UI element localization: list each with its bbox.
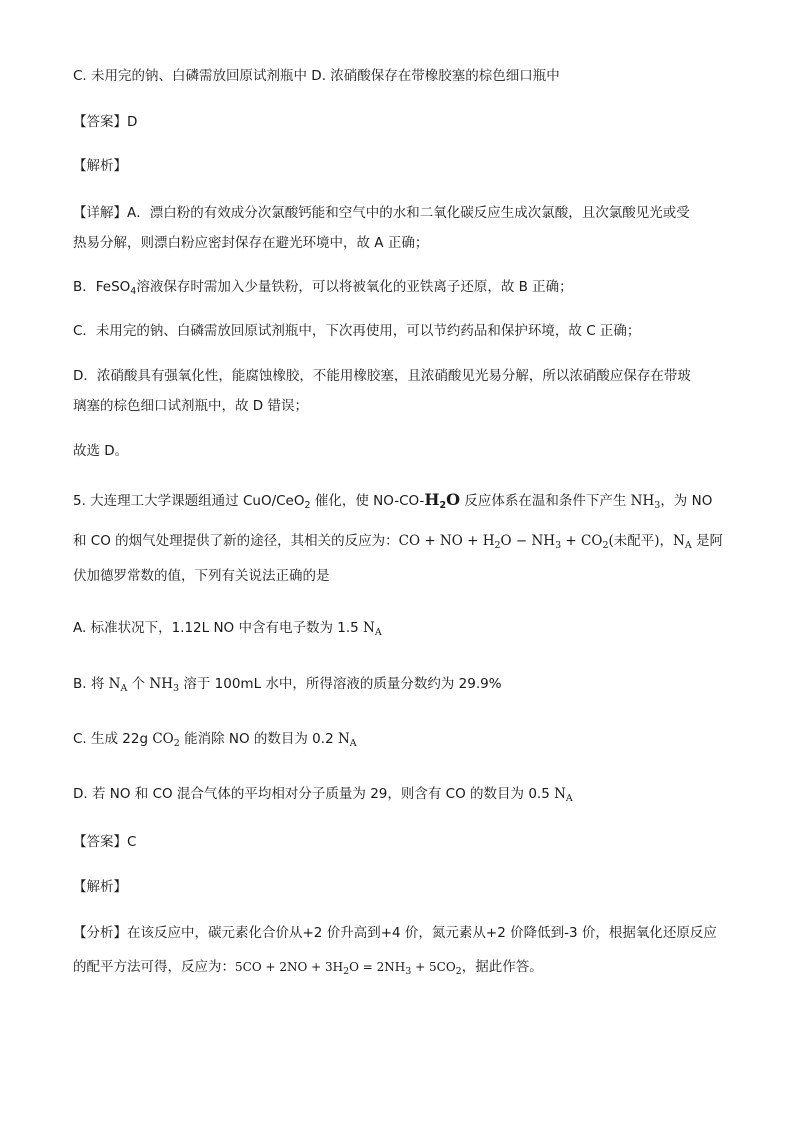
q5-option-b-text: 个: [127, 676, 150, 692]
q5-stem-formula: NH: [630, 493, 655, 509]
q5-option-b-subscript: 3: [173, 683, 180, 694]
q4-detail-b-text-2: 溶液保存时需加入少量铁粉，可以将被氧化的亚铁离子还原，故 B 正确；: [136, 279, 573, 295]
q5-stem-text: 5. 大连理工大学课题组通过 CuO/CeO: [73, 493, 305, 509]
q5-balanced-equation: + 5CO: [411, 960, 456, 974]
q5-stem-subscript: 2: [439, 500, 447, 511]
q5-option-c-symbol: N: [337, 731, 350, 747]
q5-stem-line-2: [73, 531, 723, 551]
q4-detail-line-1: 【详解】A．漂白粉的有效成分次氯酸钙能和空气中的水和二氧化碳反应生成次氯酸，且次氯酸见光或受: [73, 205, 690, 221]
q5-reaction-formula: CO + NO + H: [398, 533, 495, 549]
q4-detail-d-line-1: D．浓硝酸具有强氧化性，能腐蚀橡胶，不能用橡胶塞，且浓硝酸见光易分解，所以浓硝酸应保存在带玻: [73, 368, 691, 384]
q5-option-b-subscript: A: [120, 683, 128, 694]
q5-stem-text: 催化，使 NO-CO-: [310, 493, 425, 509]
q5-stem-text: 和 CO 的烟气处理提供了新的途径，其相关的反应为：: [73, 533, 399, 549]
q5-option-b: [73, 674, 502, 694]
q5-stem-text: 反应体系在温和条件下产生: [460, 493, 631, 509]
q5-stem-text: 是阿: [691, 533, 724, 549]
q4-detail-b-text: B．FeSO: [73, 279, 131, 295]
q4-option-cd: C. 未用完的钠、白磷需放回原试剂瓶中 D. 浓硝酸保存在带橡胶塞的棕色细口瓶中: [73, 68, 560, 84]
q5-option-a-symbol: N: [363, 620, 375, 636]
q4-detail-line-2: 热易分解，则漂白粉应密封保存在避光环境中，故 A 正确；: [73, 235, 429, 251]
q5-answer: 【答案】C: [73, 834, 137, 850]
q5-stem-subscript: 2: [304, 500, 311, 511]
q5-analysis-line-2: [73, 957, 543, 977]
q5-stem-line-3: 伏加德罗常数的值，下列有关说法正确的是: [73, 568, 330, 584]
q5-option-c-text: 能消除 NO 的数目为 0.2: [179, 731, 338, 747]
q5-option-c-text: C. 生成 22g: [73, 731, 153, 747]
q4-detail-b: [73, 277, 573, 297]
q5-option-b-text: 溶于 100mL 水中，所得溶液的质量分数约为 29.9%: [179, 676, 502, 692]
q5-option-a: [73, 618, 382, 638]
q5-balanced-equation: O = 2NH: [349, 960, 406, 974]
q5-balanced-equation-subscript: 2: [343, 966, 350, 977]
q5-option-c-subscript: 2: [173, 738, 180, 749]
q5-option-d: [73, 784, 573, 804]
q5-option-c-subscript: A: [349, 738, 357, 749]
q5-balanced-equation-subscript: 2: [455, 966, 462, 977]
q5-stem-formula: O: [446, 490, 461, 509]
q4-answer: 【答案】D: [73, 114, 138, 130]
q5-analysis-text: 的配平方法可得，反应为：: [73, 959, 235, 975]
q5-analysis-label: 【解析】: [73, 879, 127, 895]
q5-balanced-equation: 5CO + 2NO + 3H: [235, 960, 344, 974]
q5-stem-text: ，: [659, 533, 674, 549]
q5-balanced-equation-subscript: 3: [405, 966, 412, 977]
q5-option-a-text: A. 标准状况下，1.12L NO 中含有电子数为 1.5: [73, 620, 364, 636]
q5-analysis-line-1: 【分析】在该反应中，碳元素化合价从+2 价升高到+4 价，氮元素从+2 价降低到-3 价，根据氧化还原反应: [73, 925, 717, 941]
q5-reaction-subscript: 3: [555, 540, 562, 551]
q4-conclusion: 故选 D。: [73, 443, 129, 459]
q5-reaction-formula: O − NH: [500, 533, 556, 549]
q5-stem-text: ，为 NO: [660, 493, 713, 509]
q5-reaction-note: (未配平): [608, 533, 660, 549]
q5-analysis-text: ，据此作答。: [461, 959, 543, 975]
q5-option-b-formula: NH: [149, 676, 174, 692]
q5-reaction-formula: + CO: [561, 533, 603, 549]
q5-stem-line-1: [73, 490, 712, 511]
q4-detail-d-line-2: 璃塞的棕色细口试剂瓶中，故 D 错误；: [73, 398, 308, 414]
q5-stem-formula: H: [424, 490, 440, 509]
q5-option-a-subscript: A: [374, 627, 382, 638]
q5-option-b-text: B. 将: [73, 676, 109, 692]
q4-analysis-label: 【解析】: [73, 158, 127, 174]
q5-reaction-subscript: 2: [494, 540, 501, 551]
q5-option-d-symbol: N: [554, 786, 566, 802]
q4-detail-c: C．未用完的钠、白磷需放回原试剂瓶中，下次再使用，可以节约药品和保护环境，故 C 正确；: [73, 323, 641, 339]
q5-avogadro-symbol: N: [673, 533, 685, 549]
q5-option-c: [73, 729, 357, 749]
q5-option-c-formula: CO: [152, 731, 174, 747]
q5-reaction-subscript: 2: [602, 540, 609, 551]
q5-stem-subscript: 3: [654, 500, 661, 511]
q5-option-d-text: D. 若 NO 和 CO 混合气体的平均相对分子质量为 29，则含有 CO 的数目为 0.5: [73, 786, 555, 802]
q4-detail-b-subscript: 4: [130, 286, 137, 297]
q5-avogadro-subscript: A: [684, 540, 692, 551]
q5-option-d-subscript: A: [565, 793, 573, 804]
q5-option-b-symbol: N: [108, 676, 121, 692]
